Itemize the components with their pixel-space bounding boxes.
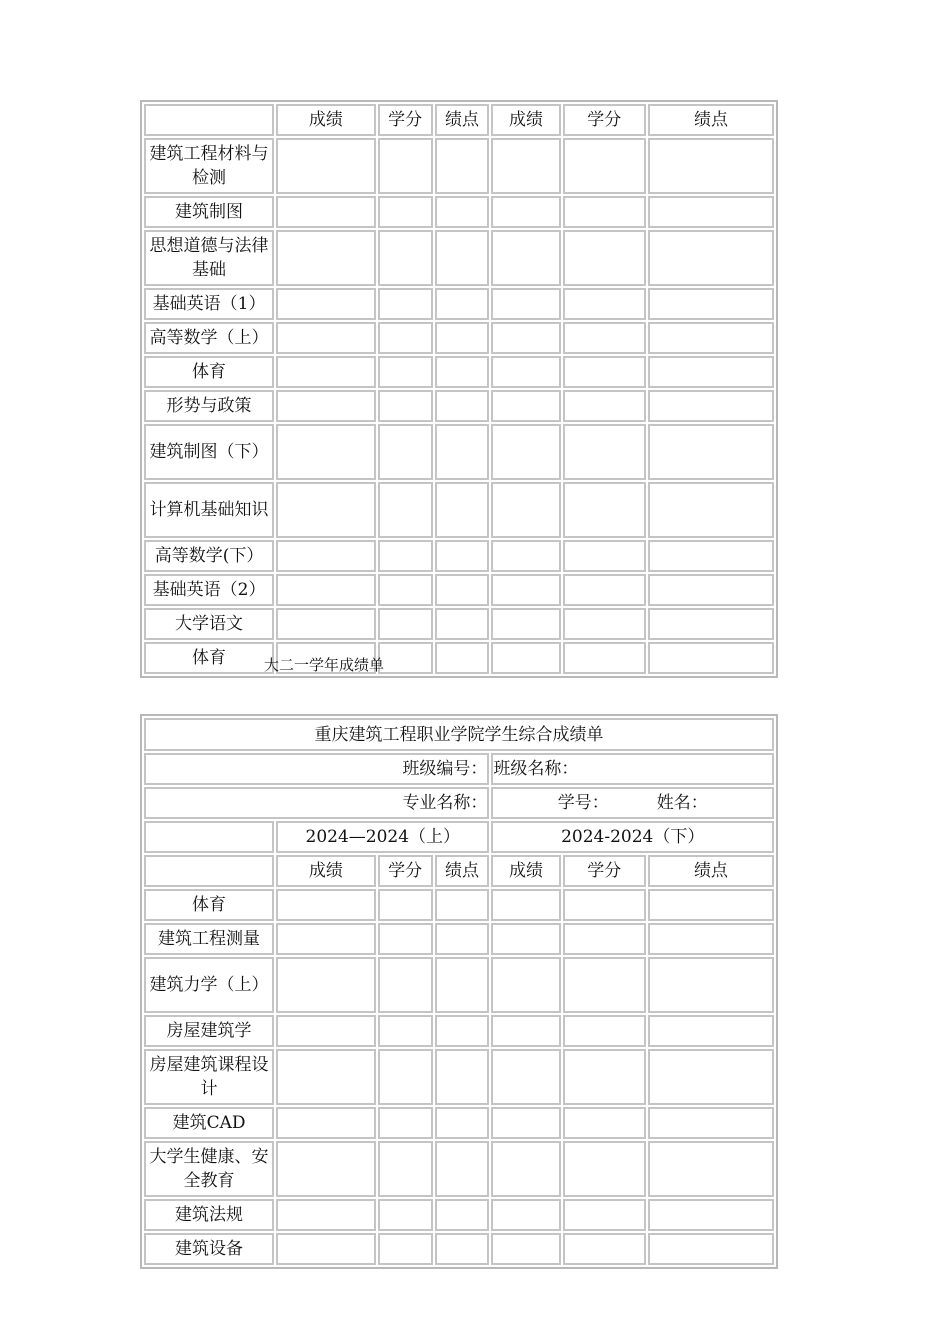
term-second-label: 2024-2024（下） xyxy=(491,821,774,853)
gpa-cell xyxy=(648,574,774,606)
score-cell xyxy=(276,196,376,228)
subject-cell: 基础英语（2） xyxy=(144,574,274,606)
score-cell xyxy=(276,356,376,388)
score-cell xyxy=(491,1141,560,1197)
subject-cell: 体育 xyxy=(144,642,274,674)
gpa-cell xyxy=(435,1107,490,1139)
table-caption: 大二一学年成绩单 xyxy=(264,656,385,674)
credit-cell xyxy=(563,356,646,388)
gpa-cell xyxy=(435,574,490,606)
credit-cell xyxy=(563,957,646,1013)
gpa-cell xyxy=(648,390,774,422)
score-cell xyxy=(276,1141,376,1197)
gpa-cell xyxy=(435,608,490,640)
table-row xyxy=(144,957,774,1013)
score-cell xyxy=(276,1049,376,1105)
gpa-cell xyxy=(648,1233,774,1265)
header-cell: 成绩 xyxy=(491,104,560,136)
credit-cell xyxy=(563,424,646,480)
gpa-cell xyxy=(648,1015,774,1047)
gpa-cell xyxy=(648,1199,774,1231)
gpa-cell xyxy=(648,138,774,194)
gpa-cell xyxy=(648,322,774,354)
table-row xyxy=(144,138,774,194)
credit-cell xyxy=(563,482,646,538)
grade-table-year1 xyxy=(140,100,778,678)
score-cell xyxy=(276,889,376,921)
score-cell xyxy=(491,889,560,921)
student-name-label: 姓名： xyxy=(656,793,708,813)
header-cell: 学分 xyxy=(563,104,646,136)
score-cell xyxy=(491,288,560,320)
subject-cell: 建筑设备 xyxy=(144,1233,274,1265)
table-row xyxy=(144,1015,774,1047)
header-cell: 成绩 xyxy=(276,104,376,136)
header-cell xyxy=(144,855,274,887)
table-row xyxy=(144,196,774,228)
score-cell xyxy=(276,138,376,194)
credit-cell xyxy=(563,1049,646,1105)
subject-cell: 建筑制图 xyxy=(144,196,274,228)
score-cell xyxy=(491,1199,560,1231)
credit-cell xyxy=(563,196,646,228)
gpa-cell xyxy=(435,1049,490,1105)
table-row xyxy=(144,642,774,674)
subject-cell: 建筑工程材料与检测 xyxy=(144,138,274,194)
score-cell xyxy=(491,390,560,422)
term-first-label: 2024—2024（上） xyxy=(276,821,489,853)
score-cell xyxy=(491,608,560,640)
score-cell xyxy=(276,424,376,480)
gpa-cell xyxy=(648,642,774,674)
gpa-cell xyxy=(648,923,774,955)
credit-cell xyxy=(378,1107,433,1139)
gpa-cell xyxy=(648,1049,774,1105)
score-cell xyxy=(491,230,560,286)
score-cell xyxy=(491,957,560,1013)
credit-cell xyxy=(378,196,433,228)
gpa-cell xyxy=(435,1141,490,1197)
gpa-cell xyxy=(435,138,490,194)
subject-cell: 房屋建筑课程设计 xyxy=(144,1049,274,1105)
subject-cell: 体育 xyxy=(144,889,274,921)
credit-cell xyxy=(378,957,433,1013)
table-row xyxy=(144,889,774,921)
gpa-cell xyxy=(435,1015,490,1047)
score-cell xyxy=(276,390,376,422)
credit-cell xyxy=(378,540,433,572)
table-row xyxy=(144,322,774,354)
credit-cell xyxy=(563,574,646,606)
credit-cell xyxy=(563,1107,646,1139)
table-row xyxy=(144,356,774,388)
gpa-cell xyxy=(435,356,490,388)
class-info-row xyxy=(144,753,774,785)
credit-cell xyxy=(378,608,433,640)
gpa-cell xyxy=(648,1141,774,1197)
credit-cell xyxy=(378,424,433,480)
score-cell xyxy=(276,574,376,606)
table-row xyxy=(144,608,774,640)
credit-cell xyxy=(378,482,433,538)
score-cell xyxy=(276,288,376,320)
credit-cell xyxy=(563,1141,646,1197)
score-cell xyxy=(491,540,560,572)
credit-cell xyxy=(378,923,433,955)
score-cell xyxy=(276,923,376,955)
gpa-cell xyxy=(435,1199,490,1231)
score-cell xyxy=(491,1107,560,1139)
gpa-cell xyxy=(435,957,490,1013)
gpa-cell xyxy=(648,1107,774,1139)
credit-cell xyxy=(563,923,646,955)
gpa-cell xyxy=(435,288,490,320)
subject-cell: 高等数学(下） xyxy=(144,540,274,572)
credit-cell xyxy=(378,230,433,286)
score-cell xyxy=(276,540,376,572)
header-cell: 绩点 xyxy=(648,104,774,136)
subject-cell: 形势与政策 xyxy=(144,390,274,422)
header-cell: 学分 xyxy=(378,855,433,887)
gpa-cell xyxy=(648,230,774,286)
credit-cell xyxy=(378,1049,433,1105)
header-cell: 绩点 xyxy=(435,855,490,887)
table-row xyxy=(144,923,774,955)
gpa-cell xyxy=(435,889,490,921)
class-name-label: 班级名称： xyxy=(491,753,774,785)
gpa-cell xyxy=(435,322,490,354)
table-row xyxy=(144,1049,774,1105)
score-cell xyxy=(276,957,376,1013)
student-info-cell xyxy=(491,787,774,819)
credit-cell xyxy=(563,540,646,572)
gpa-cell xyxy=(648,540,774,572)
subject-cell: 大学语文 xyxy=(144,608,274,640)
title-row xyxy=(144,718,774,751)
score-cell xyxy=(276,1015,376,1047)
subject-cell: 建筑法规 xyxy=(144,1199,274,1231)
score-cell xyxy=(491,424,560,480)
credit-cell xyxy=(563,1015,646,1047)
table-row xyxy=(144,424,774,480)
credit-cell xyxy=(563,1199,646,1231)
gpa-cell xyxy=(648,482,774,538)
gpa-cell xyxy=(648,957,774,1013)
header-cell: 绩点 xyxy=(435,104,490,136)
credit-cell xyxy=(378,1233,433,1265)
credit-cell xyxy=(378,574,433,606)
subject-cell: 计算机基础知识 xyxy=(144,482,274,538)
score-cell xyxy=(491,574,560,606)
table-row xyxy=(144,540,774,572)
term-row xyxy=(144,821,774,853)
subject-cell: 基础英语（1） xyxy=(144,288,274,320)
subject-cell: 建筑制图（下） xyxy=(144,424,274,480)
class-number-label: 班级编号： xyxy=(144,753,489,785)
credit-cell xyxy=(378,1015,433,1047)
gpa-cell xyxy=(648,196,774,228)
gpa-cell xyxy=(435,482,490,538)
gpa-cell xyxy=(648,356,774,388)
table-row xyxy=(144,574,774,606)
score-cell xyxy=(491,482,560,538)
table-row xyxy=(144,390,774,422)
credit-cell xyxy=(563,390,646,422)
header-row xyxy=(144,104,774,136)
gpa-cell xyxy=(648,288,774,320)
term-corner-cell xyxy=(144,821,274,853)
score-cell xyxy=(276,322,376,354)
report-title: 重庆建筑工程职业学院学生综合成绩单 xyxy=(144,718,774,751)
score-cell xyxy=(491,196,560,228)
credit-cell xyxy=(563,1233,646,1265)
score-cell xyxy=(491,1049,560,1105)
table-row xyxy=(144,1233,774,1265)
table-row xyxy=(144,288,774,320)
gpa-cell xyxy=(435,390,490,422)
subject-cell: 建筑CAD xyxy=(144,1107,274,1139)
score-cell xyxy=(276,230,376,286)
gpa-cell xyxy=(435,230,490,286)
subject-cell: 建筑工程测量 xyxy=(144,923,274,955)
subject-cell: 体育 xyxy=(144,356,274,388)
gpa-cell xyxy=(648,889,774,921)
header-cell: 学分 xyxy=(378,104,433,136)
subject-cell: 建筑力学（上） xyxy=(144,957,274,1013)
score-cell xyxy=(491,642,560,674)
credit-cell xyxy=(378,390,433,422)
score-cell xyxy=(276,1107,376,1139)
credit-cell xyxy=(378,356,433,388)
gpa-cell xyxy=(435,642,490,674)
credit-cell xyxy=(378,1141,433,1197)
subject-cell: 高等数学（上） xyxy=(144,322,274,354)
score-cell xyxy=(491,138,560,194)
score-cell xyxy=(491,322,560,354)
score-cell xyxy=(276,608,376,640)
credit-cell xyxy=(378,1199,433,1231)
credit-cell xyxy=(563,288,646,320)
table-row xyxy=(144,1107,774,1139)
credit-cell xyxy=(378,642,433,674)
credit-cell xyxy=(563,889,646,921)
header-cell: 绩点 xyxy=(648,855,774,887)
gpa-cell xyxy=(648,608,774,640)
score-cell xyxy=(491,923,560,955)
table-row xyxy=(144,1199,774,1231)
major-name-label: 专业名称： xyxy=(144,787,489,819)
credit-cell xyxy=(563,642,646,674)
score-cell xyxy=(276,482,376,538)
header-cell: 成绩 xyxy=(491,855,560,887)
score-cell xyxy=(491,1015,560,1047)
gpa-cell xyxy=(435,540,490,572)
credit-cell xyxy=(378,138,433,194)
header-cell xyxy=(144,104,274,136)
credit-cell xyxy=(563,322,646,354)
credit-cell xyxy=(378,889,433,921)
header-cell: 学分 xyxy=(563,855,646,887)
score-cell xyxy=(491,356,560,388)
table-row xyxy=(144,230,774,286)
gpa-cell xyxy=(435,923,490,955)
subject-cell: 思想道德与法律基础 xyxy=(144,230,274,286)
table-row xyxy=(144,1141,774,1197)
header-row xyxy=(144,855,774,887)
gpa-cell xyxy=(435,196,490,228)
credit-cell xyxy=(563,230,646,286)
major-info-row xyxy=(144,787,774,819)
subject-cell: 大学生健康、安全教育 xyxy=(144,1141,274,1197)
table-row xyxy=(144,482,774,538)
score-cell xyxy=(491,1233,560,1265)
subject-cell: 房屋建筑学 xyxy=(144,1015,274,1047)
gpa-cell xyxy=(435,424,490,480)
credit-cell xyxy=(563,608,646,640)
credit-cell xyxy=(378,322,433,354)
grade-table-summary xyxy=(140,714,778,1269)
gpa-cell xyxy=(648,424,774,480)
gpa-cell xyxy=(435,1233,490,1265)
score-cell xyxy=(276,1199,376,1231)
credit-cell xyxy=(563,138,646,194)
header-cell: 成绩 xyxy=(276,855,376,887)
credit-cell xyxy=(378,288,433,320)
student-id-label: 学号： xyxy=(557,793,609,813)
score-cell xyxy=(276,1233,376,1265)
